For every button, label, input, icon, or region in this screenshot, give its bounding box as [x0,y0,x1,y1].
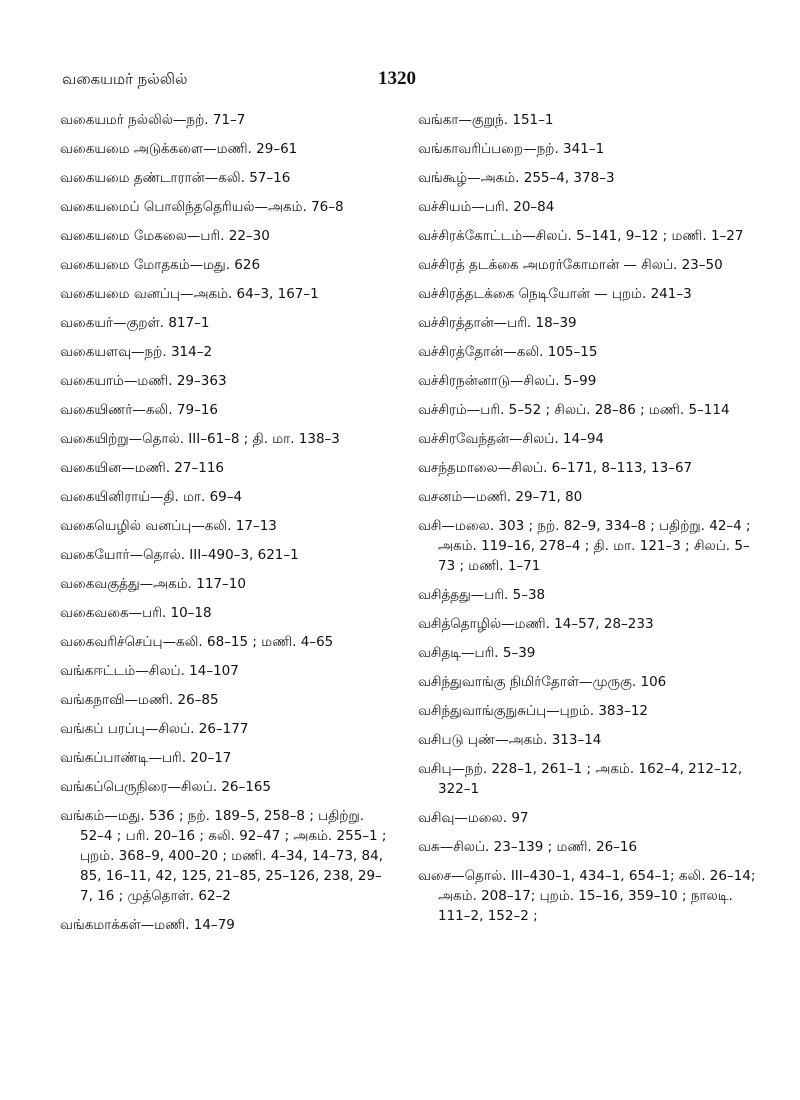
index-entry: வங்காவரிப்பறை—நற். 341–1 [418,141,605,157]
index-entry: வச்சிரவேந்தன்—சிலப். 14–94 [418,431,605,447]
index-entry: வங்கநாவி—மணி. 26–85 [60,692,219,708]
index-entry: வங்கம்—மது. 536 ; நற். 189–5, 258–8 ; பதிற்று. 52–4 ; பரி. 20–16 ; கலி. 92–47 ; அகம். 255–1 ; புறம். 368–9, 400–20 ; மணி. 4–34, 14–73, 84, 85, 16–11, 42, 125, 21–85, 25–126, 238, 29–7, 16 ; முத்தொள். 62–2 [60,808,387,904]
index-entry: வகைவகுத்து—அகம். 117–10 [60,576,246,592]
index-entry: வங்கஈட்டம்—சிலப். 14–107 [60,663,239,679]
index-entry: வகையமை தண்டாரான்—கலி. 57–16 [60,170,291,186]
index-entry: வங்கப்பாண்டி—பரி. 20–17 [60,750,232,766]
index-entry: வகையமை அடுக்களை—மணி. 29–61 [60,141,298,157]
index-entry: வசனம்—மணி. 29–71, 80 [418,489,583,505]
index-entry: வச்சிரத் தடக்கை அமரர்கோமான் — சிலப். 23–50 [418,257,723,273]
index-entry: வகையமர் நல்லில்—நற். 71–7 [60,112,246,128]
index-entry: வசித்தொழில்—மணி. 14–57, 28–233 [418,616,654,632]
index-entry: வகையமைப் பொலிந்ததெரியல்—அகம். 76–8 [60,199,344,215]
index-entry: வங்கப் பரப்பு—சிலப். 26–177 [60,721,249,737]
index-entry: வசிபு—நற். 228–1, 261–1 ; அகம். 162–4, 212–12, 322–1 [418,761,743,797]
index-entry: வச்சிரநன்னாடு—சிலப். 5–99 [418,373,597,389]
index-entry: வகையமை வனப்பு—அகம். 64–3, 167–1 [60,286,319,302]
index-entry: வச்சிரத்தடக்கை நெடியோன் — புறம். 241–3 [418,286,692,302]
index-entry: வசித்தது—பரி. 5–38 [418,587,546,603]
index-entry: வசிந்துவாங்கு நிமிர்தோள்—முருகு. 106 [418,674,667,690]
index-entry: வச்சிரத்தோன்—கலி. 105–15 [418,344,598,360]
index-entry: வச்சிரத்தான்—பரி. 18–39 [418,315,577,331]
right-column [418,110,760,935]
index-entry: வகையர்—குறள். 817–1 [60,315,210,331]
index-entry: வங்கா—குறுந். 151–1 [418,112,554,128]
index-entry: வசிவு—மலை. 97 [418,810,529,826]
index-entry: வகையமை மேகலை—பரி. 22–30 [60,228,270,244]
index-entry: வகையளவு—நற். 314–2 [60,344,213,360]
index-entry: வகையமை மோதகம்—மது. 626 [60,257,261,273]
index-entry: வசி—மலை. 303 ; நற். 82–9, 334–8 ; பதிற்று. 42–4 ; அகம். 119–16, 278–4 ; தி. மா. 121–3 ; சிலப். 5–73 ; மணி. 1–71 [418,518,751,574]
index-entry: வகையாம்—மணி. 29–363 [60,373,227,389]
index-entry: வகைவரிச்செப்பு—கலி. 68–15 ; மணி. 4–65 [60,634,334,650]
index-entry: வகையிணர்—கலி. 79–16 [60,402,218,418]
index-entry: வசிபடு புண்—அகம். 313–14 [418,732,602,748]
running-head: வகையமர் நல்லில் [62,70,188,88]
index-entry: வச்சியம்—பரி. 20–84 [418,199,555,215]
index-entry: வகையினிராய்—தி. மா. 69–4 [60,489,243,505]
page-number: 1320 [378,68,416,89]
left-column [60,110,392,944]
index-entry: வங்கமாக்கள்—மணி. 14–79 [60,917,235,933]
index-entry: வகையின—மணி. 27–116 [60,460,224,476]
index-entry: வசந்தமாலை—சிலப். 6–171, 8–113, 13–67 [418,460,693,476]
index-entry: வச்சிரம்—பரி. 5–52 ; சிலப். 28–86 ; மணி. 5–114 [418,402,730,418]
index-entry: வசு—சிலப். 23–139 ; மணி. 26–16 [418,839,638,855]
index-entry: வகையெழில் வனப்பு—கலி. 17–13 [60,518,277,534]
index-entry: வகைவகை—பரி. 10–18 [60,605,212,621]
index-entry: வங்கூழ்—அகம். 255–4, 378–3 [418,170,615,186]
index-entry: வசிந்துவாங்குநுசுப்பு—புறம். 383–12 [418,703,649,719]
index-entry: வசை—தொல். III–430–1, 434–1, 654–1; கலி. 26–14; அகம். 208–17; புறம். 15–16, 359–10 ; நாலடி. 111–2, 152–2 ; [418,868,756,924]
index-entry: வங்கப்பெருநிரை—சிலப். 26–165 [60,779,272,795]
index-entry: வச்சிரக்கோட்டம்—சிலப். 5–141, 9–12 ; மணி. 1–27 [418,228,744,244]
index-entry: வசிதடி—பரி. 5–39 [418,645,536,661]
index-entry: வகையிற்று—தொல். III–61–8 ; தி. மா. 138–3 [60,431,340,447]
index-entry: வகையோர்—தொல். III–490–3, 621–1 [60,547,299,563]
